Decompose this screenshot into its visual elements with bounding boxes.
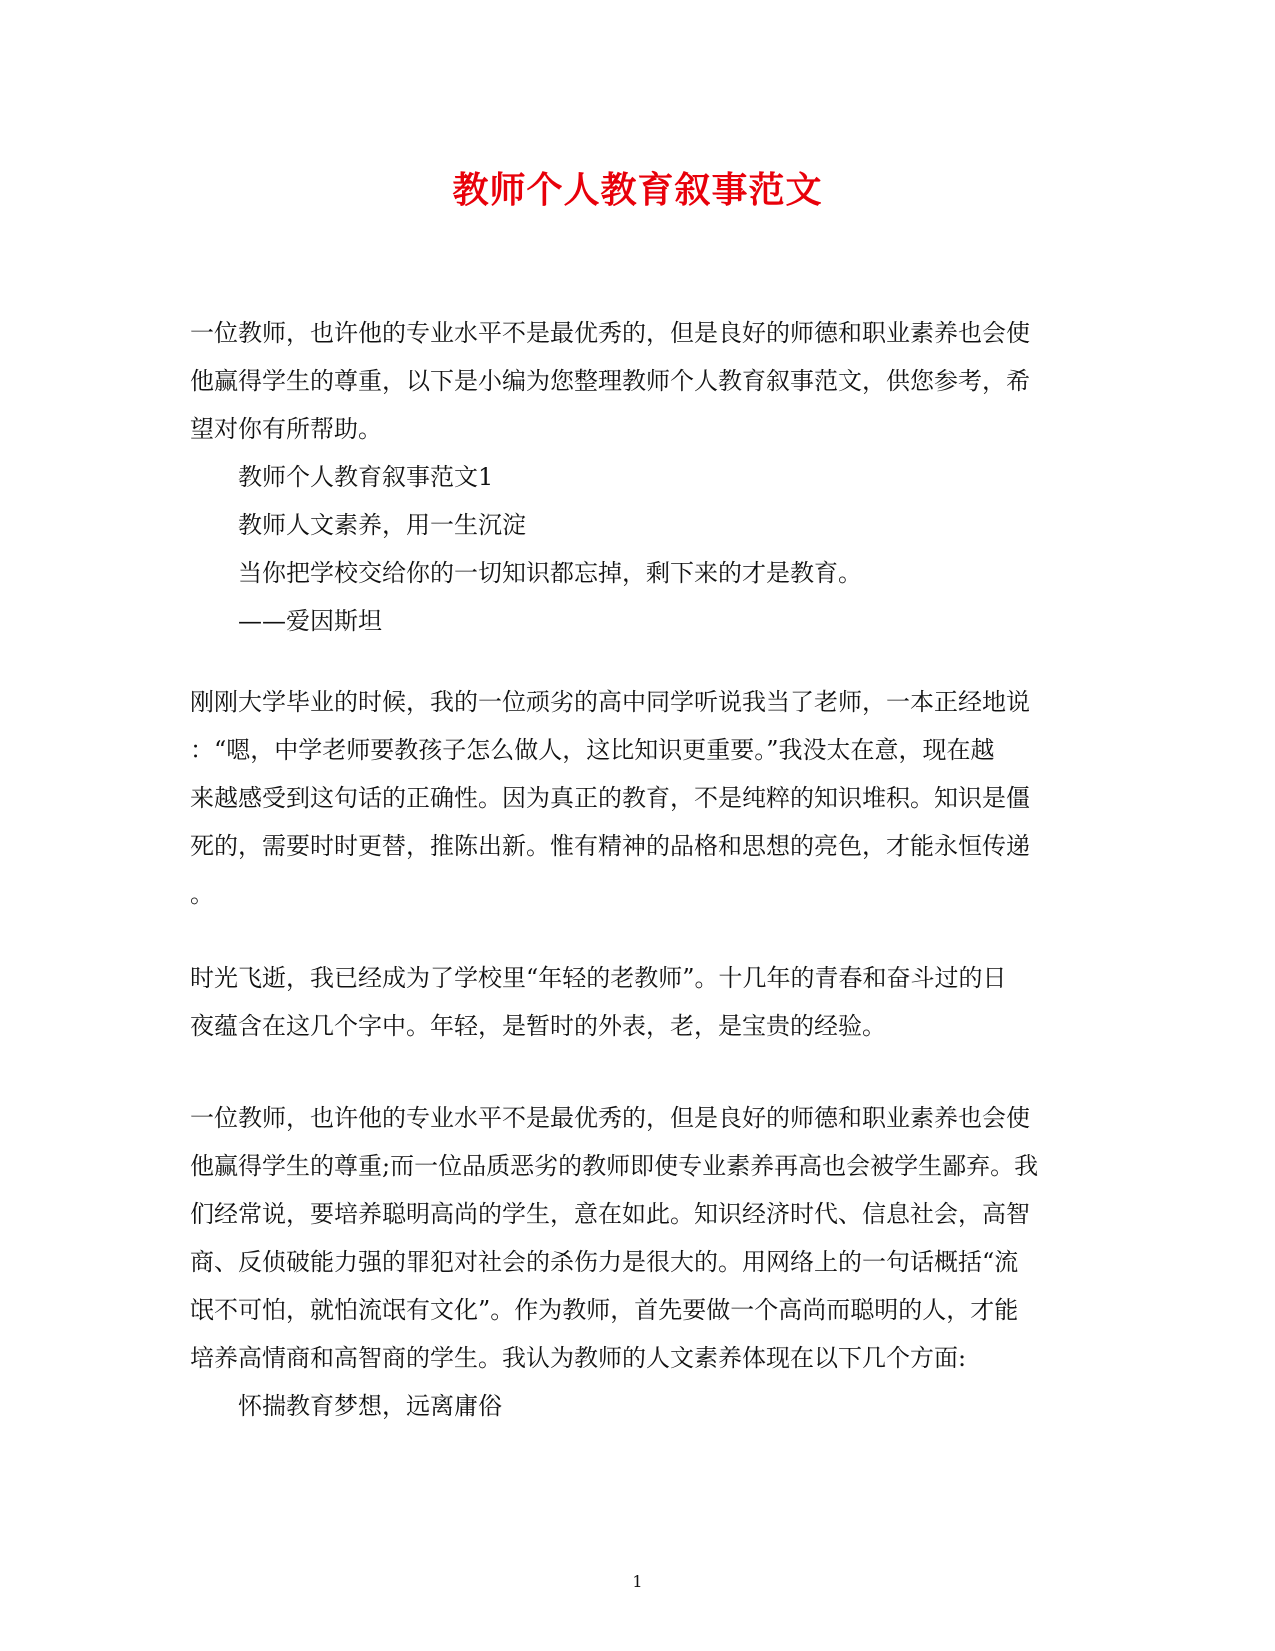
subtitle: 教师人文素养，用一生沉淀 [238, 511, 526, 539]
text-line: 夜蕴含在这几个字中。年轻，是暂时的外表，老，是宝贵的经验。 [190, 1012, 886, 1040]
page-number: 1 [632, 1572, 643, 1591]
text-line: 来越感受到这句话的正确性。因为真正的教育，不是纯粹的知识堆积。知识是僵 [190, 784, 1030, 812]
text-line: 培养高情商和高智商的学生。我认为教师的人文素养体现在以下几个方面: [190, 1344, 967, 1372]
text-line: 一位教师，也许他的专业水平不是最优秀的，但是良好的师德和职业素养也会使 [190, 1104, 1030, 1132]
text-line: 。 [190, 880, 214, 908]
intro-paragraph [190, 309, 1090, 645]
paragraph-2 [190, 954, 1090, 1050]
text-line: 他赢得学生的尊重;而一位品质恶劣的教师即使专业素养再高也会被学生鄙弃。我 [190, 1152, 1039, 1180]
text-line: 氓不可怕，就怕流氓有文化”。作为教师，首先要做一个高尚而聪明的人，才能 [190, 1296, 1019, 1324]
quote: 当你把学校交给你的一切知识都忘掉，剩下来的才是教育。 [238, 559, 862, 587]
document-title: 教师个人教育叙事范文 [452, 169, 823, 211]
quote-author: ——爱因斯坦 [238, 607, 382, 635]
paragraph-3 [190, 1094, 1090, 1430]
text-line: 望对你有所帮助。 [190, 415, 382, 443]
text-line: 们经常说，要培养聪明高尚的学生，意在如此。知识经济时代、信息社会，高智 [190, 1200, 1030, 1228]
section-heading: 教师个人教育叙事范文1 [238, 463, 494, 491]
text-line: 一位教师，也许他的专业水平不是最优秀的，但是良好的师德和职业素养也会使 [190, 319, 1030, 347]
text-line: 商、反侦破能力强的罪犯对社会的杀伤力是很大的。用网络上的一句话概括“流 [190, 1248, 1019, 1276]
paragraph-1 [190, 678, 1090, 918]
text-line: ：“嗯，中学老师要教孩子怎么做人，这比知识更重要。”我没太在意，现在越 [190, 736, 995, 764]
text-line: 他赢得学生的尊重，以下是小编为您整理教师个人教育叙事范文，供您参考，希 [190, 367, 1030, 395]
text-line: 死的，需要时时更替，推陈出新。惟有精神的品格和思想的亮色，才能永恒传递 [190, 832, 1030, 860]
subheading: 怀揣教育梦想，远离庸俗 [238, 1392, 502, 1420]
text-line: 时光飞逝，我已经成为了学校里“年轻的老教师”。十几年的青春和奋斗过的日 [190, 964, 1007, 992]
text-line: 刚刚大学毕业的时候，我的一位顽劣的高中同学听说我当了老师，一本正经地说 [190, 688, 1030, 716]
